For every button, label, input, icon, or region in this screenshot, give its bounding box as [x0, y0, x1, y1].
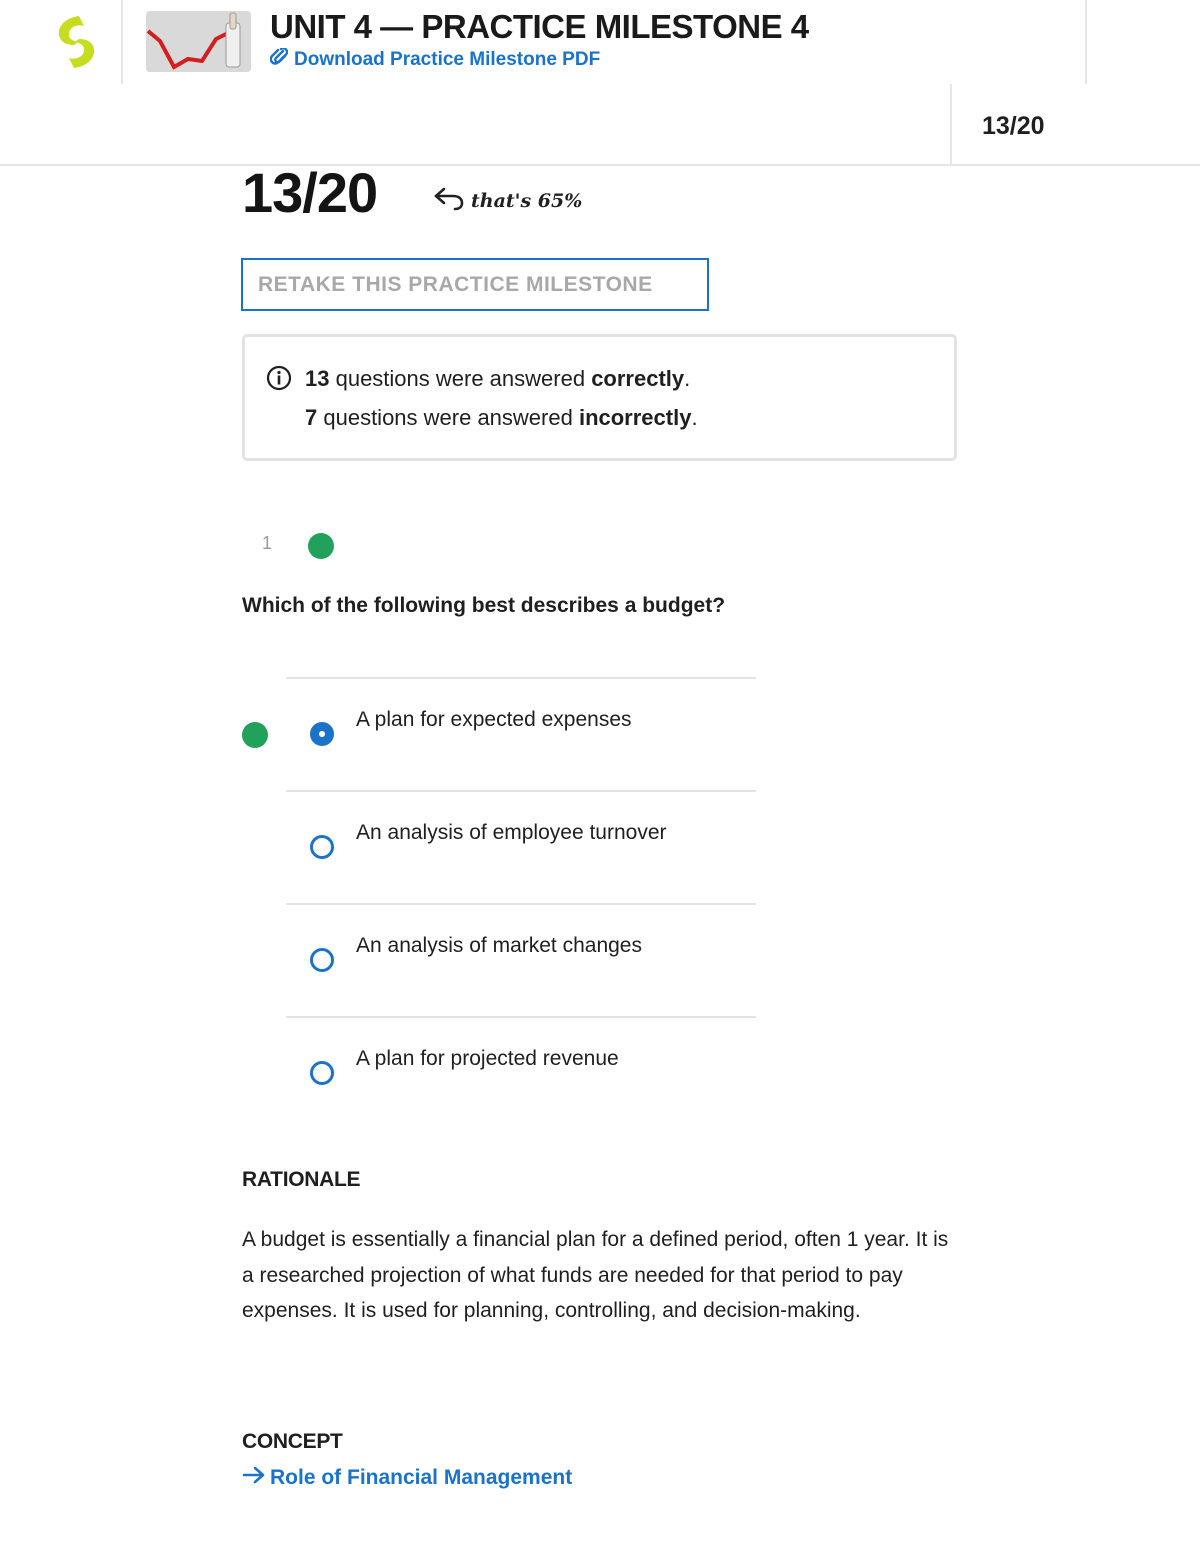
option-radio-3[interactable]	[310, 948, 334, 972]
option-label-2[interactable]: An analysis of employee turnover	[356, 821, 667, 844]
score-percent-note	[433, 185, 582, 216]
rationale-text: A budget is essentially a financial plan for a defined period, often 1 year. It is a researched projection of what funds are needed for that period to pay expenses. It is used for planning, controlling, and decision-making.	[242, 1228, 949, 1322]
percent-label: that's 65%	[471, 189, 583, 212]
option-label-1[interactable]: A plan for expected expenses	[356, 708, 632, 731]
page-title: UNIT 4 — PRACTICE MILESTONE 4	[270, 8, 809, 45]
incorrect-summary	[305, 405, 698, 431]
correct-count: 13	[305, 366, 330, 391]
correct-word: correctly	[591, 366, 685, 391]
concept-heading: CONCEPT	[242, 1430, 343, 1453]
incorrect-word: incorrectly	[578, 405, 692, 430]
option-radio-2[interactable]	[310, 835, 334, 859]
info-icon	[266, 365, 292, 396]
unit-thumbnail	[146, 11, 251, 72]
incorrect-summary-text: questions were answered	[317, 405, 579, 430]
retake-button[interactable]: RETAKE THIS PRACTICE MILESTONE	[241, 258, 709, 311]
option-divider	[286, 677, 756, 679]
correct-answer-icon	[242, 722, 268, 748]
results-summary-box	[242, 334, 957, 461]
undo-arrow-icon	[433, 185, 465, 216]
question-status-correct-icon	[308, 533, 334, 559]
option-divider	[286, 1016, 756, 1018]
question-number: 1	[262, 533, 273, 553]
concept-link[interactable]	[242, 1465, 572, 1491]
header-divider	[1085, 0, 1087, 84]
brand-logo-icon[interactable]	[52, 14, 102, 70]
rationale-heading: RATIONALE	[242, 1168, 361, 1191]
score-value: 13/20	[242, 161, 378, 224]
option-divider	[286, 790, 756, 792]
option-label-3[interactable]: An analysis of market changes	[356, 934, 642, 957]
paperclip-icon	[270, 48, 288, 72]
correct-summary	[305, 366, 690, 392]
score-counter: 13/20	[982, 112, 1045, 140]
option-radio-1[interactable]	[310, 722, 334, 746]
incorrect-count: 7	[305, 405, 318, 430]
incorrect-period: .	[691, 405, 698, 430]
download-pdf-link[interactable]	[270, 48, 600, 72]
option-radio-4[interactable]	[310, 1061, 334, 1085]
download-pdf-label: Download Practice Milestone PDF	[294, 49, 601, 70]
option-divider	[286, 903, 756, 905]
question-text: Which of the following best describes a budget?	[242, 594, 726, 617]
arrow-right-icon	[242, 1465, 266, 1491]
concept-link-label: Role of Financial Management	[270, 1466, 573, 1489]
option-label-4[interactable]: A plan for projected revenue	[356, 1047, 619, 1070]
subbar-rule	[0, 164, 1200, 166]
correct-period: .	[684, 366, 691, 391]
correct-summary-text: questions were answered	[329, 366, 592, 391]
subbar-divider	[950, 84, 952, 166]
header-divider	[121, 0, 123, 84]
